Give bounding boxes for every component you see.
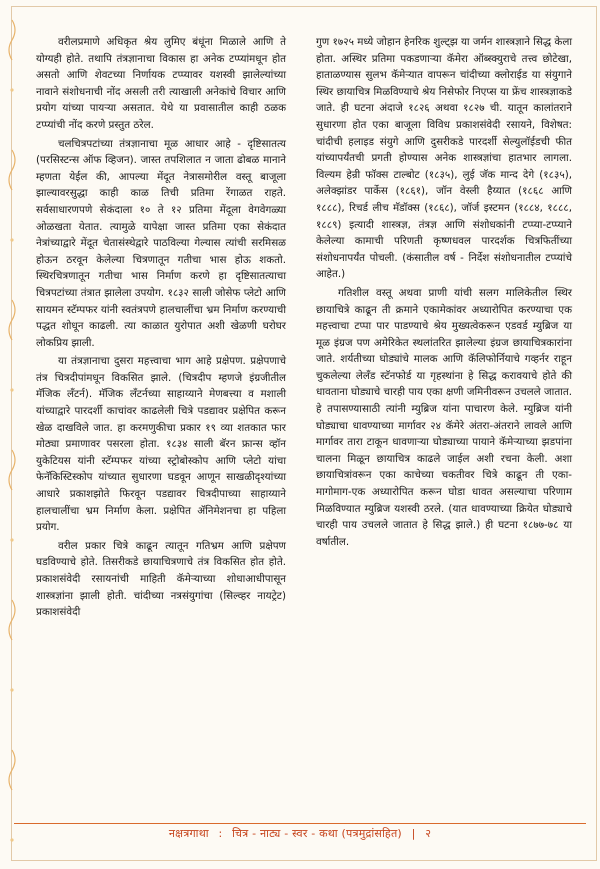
- paragraph: चलचित्रपटांच्या तंत्रज्ञानाचा मूळ आधार आहे - दृष्टिसातत्य (परसिस्टन्स ऑफ व्हिजन). जास्त तपशिलात न जाता ढोबळ मानाने म्हणता येईल की, आपल्या मेंदूत नेत्रासमोरील वस्तू बाजूला झाल्यावरसुद्धा काही काळ तिची प्रतिमा रेंगाळत राहते. सर्वसाधारणपणे सेकंदाला १० ते १२ प्रतिमा मेंदूला वेगवेगळ्या ओळखता येतात. त्यामुळे यापेक्षा जास्त प्रतिमा एका सेकंदात नेत्रांच्याद्वारे मेंदूत चेतासंस्थेद्वारे पाठविल्या गेल्यास त्यांची सरमिसळ होऊन ठरवून केलेल्या चित्रणातून गतीचा भास होऊ शकतो. स्थिरचित्रणातून गतीचा भास निर्माण करणे हा दृष्टिसातत्याचा चित्रपटांच्या तंत्रात झालेला उपयोग. १८३२ साली जोसेफ प्लेटो आणि सायमन स्टॅम्पफर यांनी स्वतंत्रपणे हालचालींचा भ्रम निर्माण करण्याची पद्धत शोधून काढली. त्या काळात युरोपात अशी खेळणी घरोघर लोकप्रिय झाली.: [36, 137, 286, 349]
- paragraph: गतिशील वस्तू अथवा प्राणी यांची सलग मालिकेतील स्थिर छायाचित्रे काढून ती क्रमाने एकामेकांवर अध्यारोपित करण्याचा एक महत्त्वाचा टप्पा पार पाडण्याचे श्रेय मुख्यत्वेकरून एडवर्ड म्युब्रिज या मूळ इंग्रज पण अमेरिकेत स्थलांतरित झालेल्या इंग्रज छायाचित्रकारांना जाते. शर्यतीच्या घोड्यांचे मालक आणि कॅलिफोर्नियाचे गव्हर्नर राहून चुकलेल्या लेलँड स्टॅनफोर्ड या गृहस्थांना हे सिद्ध करावयाचे होते की धावताना घोड्याचे चारही पाय एका क्षणी जमिनीवरून उचलले जातात. हे तपासण्यासाठी त्यांनी म्युब्रिज यांना पाचारण केले. म्युब्रिज यांनी घोड्याचा धावण्याच्या मार्गावर २४ कॅमेरे अंतरा-अंतराने लावले आणि मार्गावर तारा टाकून धावणाऱ्या घोड्याच्या पायाने कॅमेऱ्याच्या झडपांना चालना मिळून छायाचित्र काढले जाईल अशी रचना केली. अशा छायाचित्रांवरून एका काचेच्या चकतीवर चित्रे काढून ती एका-मागोमाग-एक अध्यारोपित करून घोडा धावत असल्याचा परिणाम मिळविण्यात म्युब्रिज यशस्वी ठरले. (यात धावण्याच्या क्रियेत घोड्याचे चारही पाय उचलले जातात हे सिद्ध झाले.) ही घटना १८७७-७८ या वर्षातील.: [316, 286, 572, 548]
- page-number: २: [425, 827, 432, 840]
- left-ornament-icon: [3, 0, 21, 869]
- right-text-column: [316, 34, 572, 552]
- magazine-title: नक्षत्रगाथा: [168, 827, 209, 840]
- page-footer: नक्षत्रगाथा : चित्र - नाट्य - स्वर - कथा (पत्रमुद्रांसहित) | २: [168, 827, 432, 840]
- paragraph: या तंत्रज्ञानाचा दुसरा महत्त्वाचा भाग आहे प्रक्षेपण. प्रक्षेपणाचे तंत्र चित्रदीपांमधून विकसित झाले. (चित्रदीप म्हणजे इंग्रजीतील मॅजिक लँटर्न). मॅजिक लँटर्नच्या साहाय्याने मेणबत्त्या व मशाली यांच्याद्वारे पारदर्शी काचांवर काढलेली चित्रे पडद्यावर प्रक्षेपित करून खेळ दाखविले जात. हा करमणुकीचा प्रकार १९ व्या शतकात फार मोठ्या प्रमाणावर पसरला होता. १८३४ साली बॅरन फ्रान्स व्हॉन युकेटियस यांनी स्टॅम्पफर यांच्या स्ट्रोबोस्कोप आणि प्लेटो यांचा फेनॅकिस्टिस्कोप यांच्यात सुधारणा घडवून आणून साखळीदृश्यांच्या आधारे प्रकाशझोते फिरवून पडद्यावर चित्रदीपाच्या साहाय्याने हालचालींचा भ्रम निर्माण केला. प्रक्षेपित ॲनिमेशनचा हा पहिला प्रयोग.: [36, 355, 286, 534]
- footer-sections: चित्र - नाट्य - स्वर - कथा (पत्रमुद्रांसहित): [232, 827, 402, 840]
- paragraph: वरील प्रकार चित्रे काढून त्यातून गतिभ्रम आणि प्रक्षेपण घडविण्याचे होते. तिसरीकडे छायाचित्रणाचे तंत्र विकसित होत होते. प्रकाशसंवेदी रसायनांची माहिती कॅमेऱ्याच्या शोधाआधीपासून शास्त्रज्ञांना झाली होती. चांदीच्या नत्रसंयुगांचा (सिल्व्हर नायट्रेट) प्रकाशसंवेदी: [36, 539, 286, 619]
- left-text-column: [36, 34, 286, 623]
- paragraph: वरीलप्रमाणे अधिकृत श्रेय लुमिए बंधूंना मिळाले आणि ते योग्यही होते. तथापि तंत्रज्ञानाचा विकास हा अनेक टप्प्यांमधून होत असतो आणि शेवटच्या निर्णायक टप्प्यावर यशस्वी झालेल्यांच्या नावाने संशोधनाची नोंद असली तरी त्याखाली अनेकांचे विचार आणि प्रयोग यांच्या पायऱ्या असतात. येथे या प्रवासातील काही ठळक टप्प्यांची नोंद करणे प्रस्तुत ठरेल.: [36, 36, 286, 131]
- footer-rule: [14, 823, 586, 824]
- paragraph: गुण १७२५ मध्ये जोहान हेनरिक शुल्ट्झ या जर्मन शास्त्रज्ञाने सिद्ध केला होता. अस्थिर प्रतिमा पकडणाऱ्या कॅमेरा ऑब्स्क्युराचे तत्त्व छोटेखा, हाताळण्यास सुलभ कॅमेऱ्यात वापरून चांदीच्या क्लोराईड या संयुगाने स्थिर छायाचित्र मिळविण्याचे श्रेय निसेफोर निएप्स या फ्रेंच शास्त्रज्ञाकडे जाते. ही घटना अंदाजे १८२६ अथवा १८२७ ची. यातून कालांतराने सुधारणा होत एका बाजूला विविध प्रकाशसंवेदी रसायने, विशेषत: चांदीची हलाइड संयुगे आणि दुसरीकडे पारदर्शी सेल्युलॉईडची फीत यांच्यापर्यंतची प्रगती होण्यास अनेक शास्त्रज्ञांचा हातभार लागला. विल्यम हेन्री फॉक्स टाल्बोट (१८३५), लुई जॅक मान्द देगे (१८३५), अलेक्झांडर पार्केस (१८६१), जॉन वेस्ली हैय्यात (१८६८ आणि १८८८), रिचर्ड लीच मॅडॉक्स (१८६८), जॉर्ज इस्टमन (१८८४, १८८८, १८८९) इत्यादी शास्त्रज्ञ, तंत्रज्ञ आणि संशोधकांनी टप्प्या-टप्प्याने केलेल्या कामाची परिणती कृष्णधवल पारदर्शक चित्रफितींच्या संशोधनापर्यंत पोचली. (कंसातील वर्ष - निर्देश संशोधनातील टप्प्यांचे आहेत.): [316, 36, 572, 281]
